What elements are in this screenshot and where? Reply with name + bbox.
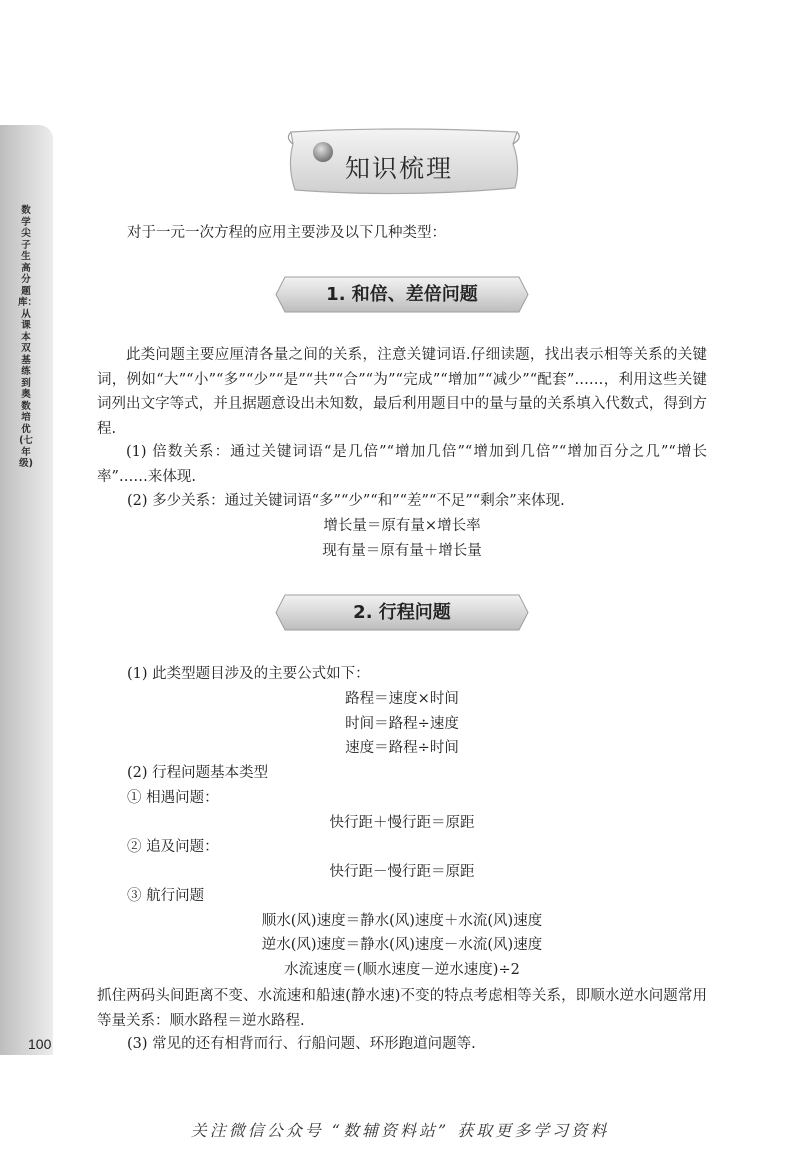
formula-current: 现有量＝原有量＋增长量 (322, 543, 482, 559)
formula-upstream: 逆水(风)速度＝静水(风)速度－水流(风)速度 (261, 937, 543, 953)
page-title: 知识梳理 (345, 154, 454, 183)
formula-growth: 增长量＝原有量×增长率 (323, 518, 481, 534)
formula-speed: 速度＝路程÷时间 (345, 740, 459, 756)
page-number: 100 (28, 1036, 52, 1052)
section-1-title: 1. 和倍、差倍问题 (326, 284, 478, 305)
section-1-item-2: (2) 多少关系：通过关键词语“多”“少”“和”“差”“不足”“剩余”来体现. (127, 493, 565, 509)
intro-text: 对于一元一次方程的应用主要涉及以下几种类型： (127, 225, 446, 241)
section-1-item-1: (1) 倍数关系：通过关键词语“是几倍”“增加几倍”“增加到几倍”“增加百分之几”“增长率”……来体现. (97, 444, 707, 485)
footer-watermark: 关注微信公众号 “数辅资料站” 获取更多学习资料 (190, 1121, 610, 1140)
section-2-item-1: (1) 此类型题目涉及的主要公式如下： (127, 666, 370, 682)
section-2-note: 抓住两码头间距离不变、水流速和船速(静水速)不变的特点考虑相等关系，即顺水逆水问题常用等量关系：顺水路程＝逆水路程. (97, 988, 707, 1029)
section-2-title: 2. 行程问题 (353, 602, 451, 623)
formula-downstream: 顺水(风)速度＝静水(风)速度＋水流(风)速度 (261, 913, 543, 929)
section-1-paragraph: 此类问题主要应厘清各量之间的关系，注意关键词语.仔细读题，找出表示相等关系的关键词，例如“大”“小”“多”“少”“是”“共”“合”“为”“完成”“增加”“减少”“配套”……，利用这些关键词列出文字等式，并且据题意设出未知数，最后利用题目中的量与量的关系填入代数式，得到方程. (97, 347, 707, 437)
section-2-item-2: (2) 行程问题基本类型 (127, 765, 269, 781)
formula-chase: 快行距－慢行距＝原距 (329, 864, 475, 880)
formula-current-speed: 水流速度＝(顺水速度－逆水速度)÷2 (284, 962, 520, 978)
formula-time: 时间＝路程÷速度 (345, 716, 459, 732)
formula-distance: 路程＝速度×时间 (345, 691, 459, 707)
section-2-item-3: (3) 常见的还有相背而行、行船问题、环形跑道问题等. (127, 1036, 476, 1052)
book-title: 数学尖子生高分题库：从课本双基练到奥数培优(七年级) (18, 205, 38, 469)
chase-problem-label: ② 追及问题： (127, 839, 219, 855)
formula-meeting: 快行距＋慢行距＝原距 (329, 815, 475, 831)
meeting-problem-label: ① 相遇问题： (127, 790, 219, 806)
navigation-problem-label: ③ 航行问题 (127, 888, 205, 904)
